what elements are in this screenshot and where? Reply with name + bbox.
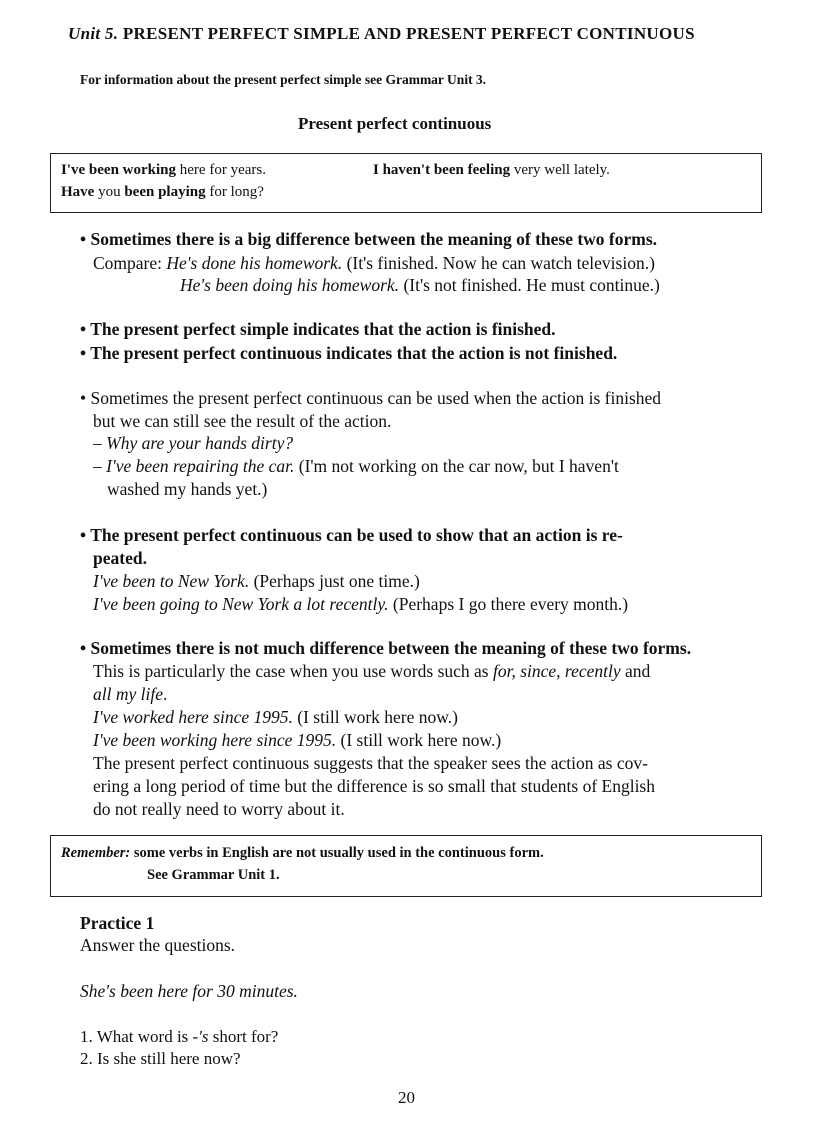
section3-answer-cont: washed my hands yet.): [107, 479, 268, 499]
section5-line1: [93, 661, 650, 682]
compare-example-2: He's been doing his homework.: [180, 275, 400, 295]
example-2-rest: very well lately.: [510, 162, 610, 178]
example-1-bold: I've been working: [61, 162, 177, 178]
section5-line2-italic: all my life: [93, 684, 163, 704]
practice-title: Practice 1: [80, 913, 155, 933]
section1-compare-line2: [180, 275, 660, 296]
section5-line1-b: and: [620, 661, 651, 681]
section2-line1: • The present perfect simple indicates that the action is finished.: [80, 319, 556, 339]
compare-note-2: (It's not finished. He must continue.): [399, 275, 660, 295]
section5-example2-italic: I've been working here since 1995.: [93, 730, 337, 750]
compare-example-1: He's done his homework.: [166, 253, 343, 273]
section4-example1-rest: (Perhaps just one time.): [249, 571, 420, 591]
section4-example1-italic: I've been to New York.: [93, 571, 250, 591]
section4-heading1-text: The present perfect continuous can be used to show that an action is re-: [90, 525, 623, 545]
question-1-italic: -'s: [192, 1027, 209, 1046]
section5-line2-dot: .: [162, 684, 168, 704]
section5-line1-italic: for, since, recently: [492, 661, 621, 681]
example-3-rest: for long?: [205, 184, 264, 200]
compare-note-1: (It's finished. Now he can watch television.): [342, 253, 655, 273]
info-note: For information about the present perfect simple see Grammar Unit 3.: [80, 72, 487, 87]
section5-line1-a: This is particularly the case when you use words such as: [93, 661, 493, 681]
examples-box: [50, 153, 762, 213]
practice-question-2: 2. Is she still here now?: [80, 1049, 241, 1068]
remember-text: some verbs in English are not usually used in the continuous form.: [130, 845, 544, 861]
example-2-bold: I haven't been feeling: [373, 162, 511, 178]
section3-line1: • Sometimes the present perfect continuous can be used when the action is finished: [80, 388, 662, 408]
section5-paragraph-line1: The present perfect continuous suggests that the speaker sees the action as cov-: [93, 753, 648, 773]
section5-heading-text: Sometimes there is not much difference between the meaning of these two forms.: [90, 638, 692, 658]
remember-label: Remember:: [61, 845, 131, 861]
question-1-b: short for?: [208, 1027, 279, 1046]
example-3-bold1: Have: [61, 184, 95, 200]
section5-paragraph-line2: ering a long period of time but the difference is so small that students of English: [93, 776, 655, 796]
section4-example1: [93, 571, 420, 592]
remember-see: See Grammar Unit 1.: [147, 867, 280, 883]
section5-example1-rest: (I still work here now.): [292, 707, 458, 727]
unit-title: PRESENT PERFECT SIMPLE AND PRESENT PERFECT CONTINUOUS: [122, 24, 695, 43]
unit-label: Unit 5.: [68, 24, 119, 43]
section2-line1-text: The present perfect simple indicates that the action is finished.: [90, 319, 556, 339]
practice-question-1: [80, 1027, 278, 1047]
section5-example2-rest: (I still work here now.): [336, 730, 502, 750]
unit-header: [68, 24, 695, 44]
section5-example1: [93, 707, 458, 728]
section4-example2-rest: (Perhaps I go there every month.): [388, 594, 629, 614]
section2-line2: • The present perfect continuous indicates that the action is not finished.: [80, 343, 618, 363]
section1-heading-text: Sometimes there is a big difference between the meaning of these two forms.: [90, 229, 658, 249]
example-3-mid: you: [94, 184, 125, 200]
example-3-bold2: been playing: [124, 184, 206, 200]
section5-heading: • Sometimes there is not much difference between the meaning of these two forms.: [80, 638, 692, 658]
section5-paragraph-line3: do not really need to worry about it.: [93, 799, 345, 819]
section3-question: [93, 433, 293, 454]
section4-example2: [93, 594, 628, 615]
question-1-a: 1. What word is: [80, 1027, 193, 1046]
section3-line2: but we can still see the result of the action.: [93, 411, 392, 431]
section4-heading2: peated.: [93, 548, 147, 568]
remember-box: [50, 835, 762, 897]
example-2: [373, 162, 610, 179]
example-1-rest: here for years.: [176, 162, 266, 178]
page-number: 20: [398, 1088, 415, 1107]
example-3: [61, 184, 264, 201]
section5-example1-italic: I've worked here since 1995.: [93, 707, 293, 727]
remember-line: [61, 845, 544, 862]
question-dash: –: [93, 433, 107, 453]
section5-line2: [93, 684, 167, 705]
compare-label: Compare:: [93, 253, 167, 273]
answer-rest: (I'm not working on the car now, but I haven't: [294, 456, 619, 476]
answer-dash: –: [93, 456, 107, 476]
section5-example2: [93, 730, 501, 751]
section1-heading: • Sometimes there is a big difference between the meaning of these two forms.: [80, 229, 658, 249]
section1-compare-line1: [93, 253, 655, 274]
question-text: Why are your hands dirty?: [106, 433, 294, 453]
section-subtitle: Present perfect continuous: [298, 114, 492, 133]
section2-line2-text: The present perfect continuous indicates that the action is not finished.: [90, 343, 618, 363]
example-1: [61, 162, 266, 179]
section4-example2-italic: I've been going to New York a lot recently.: [93, 594, 389, 614]
practice-instruction: Answer the questions.: [80, 935, 236, 955]
answer-italic: I've been repairing the car.: [106, 456, 295, 476]
section3-line1-text: Sometimes the present perfect continuous can be used when the action is finished: [90, 388, 662, 408]
section3-answer: [93, 456, 619, 477]
section4-heading1: • The present perfect continuous can be used to show that an action is re-: [80, 525, 623, 545]
practice-example: She's been here for 30 minutes.: [80, 981, 298, 1001]
